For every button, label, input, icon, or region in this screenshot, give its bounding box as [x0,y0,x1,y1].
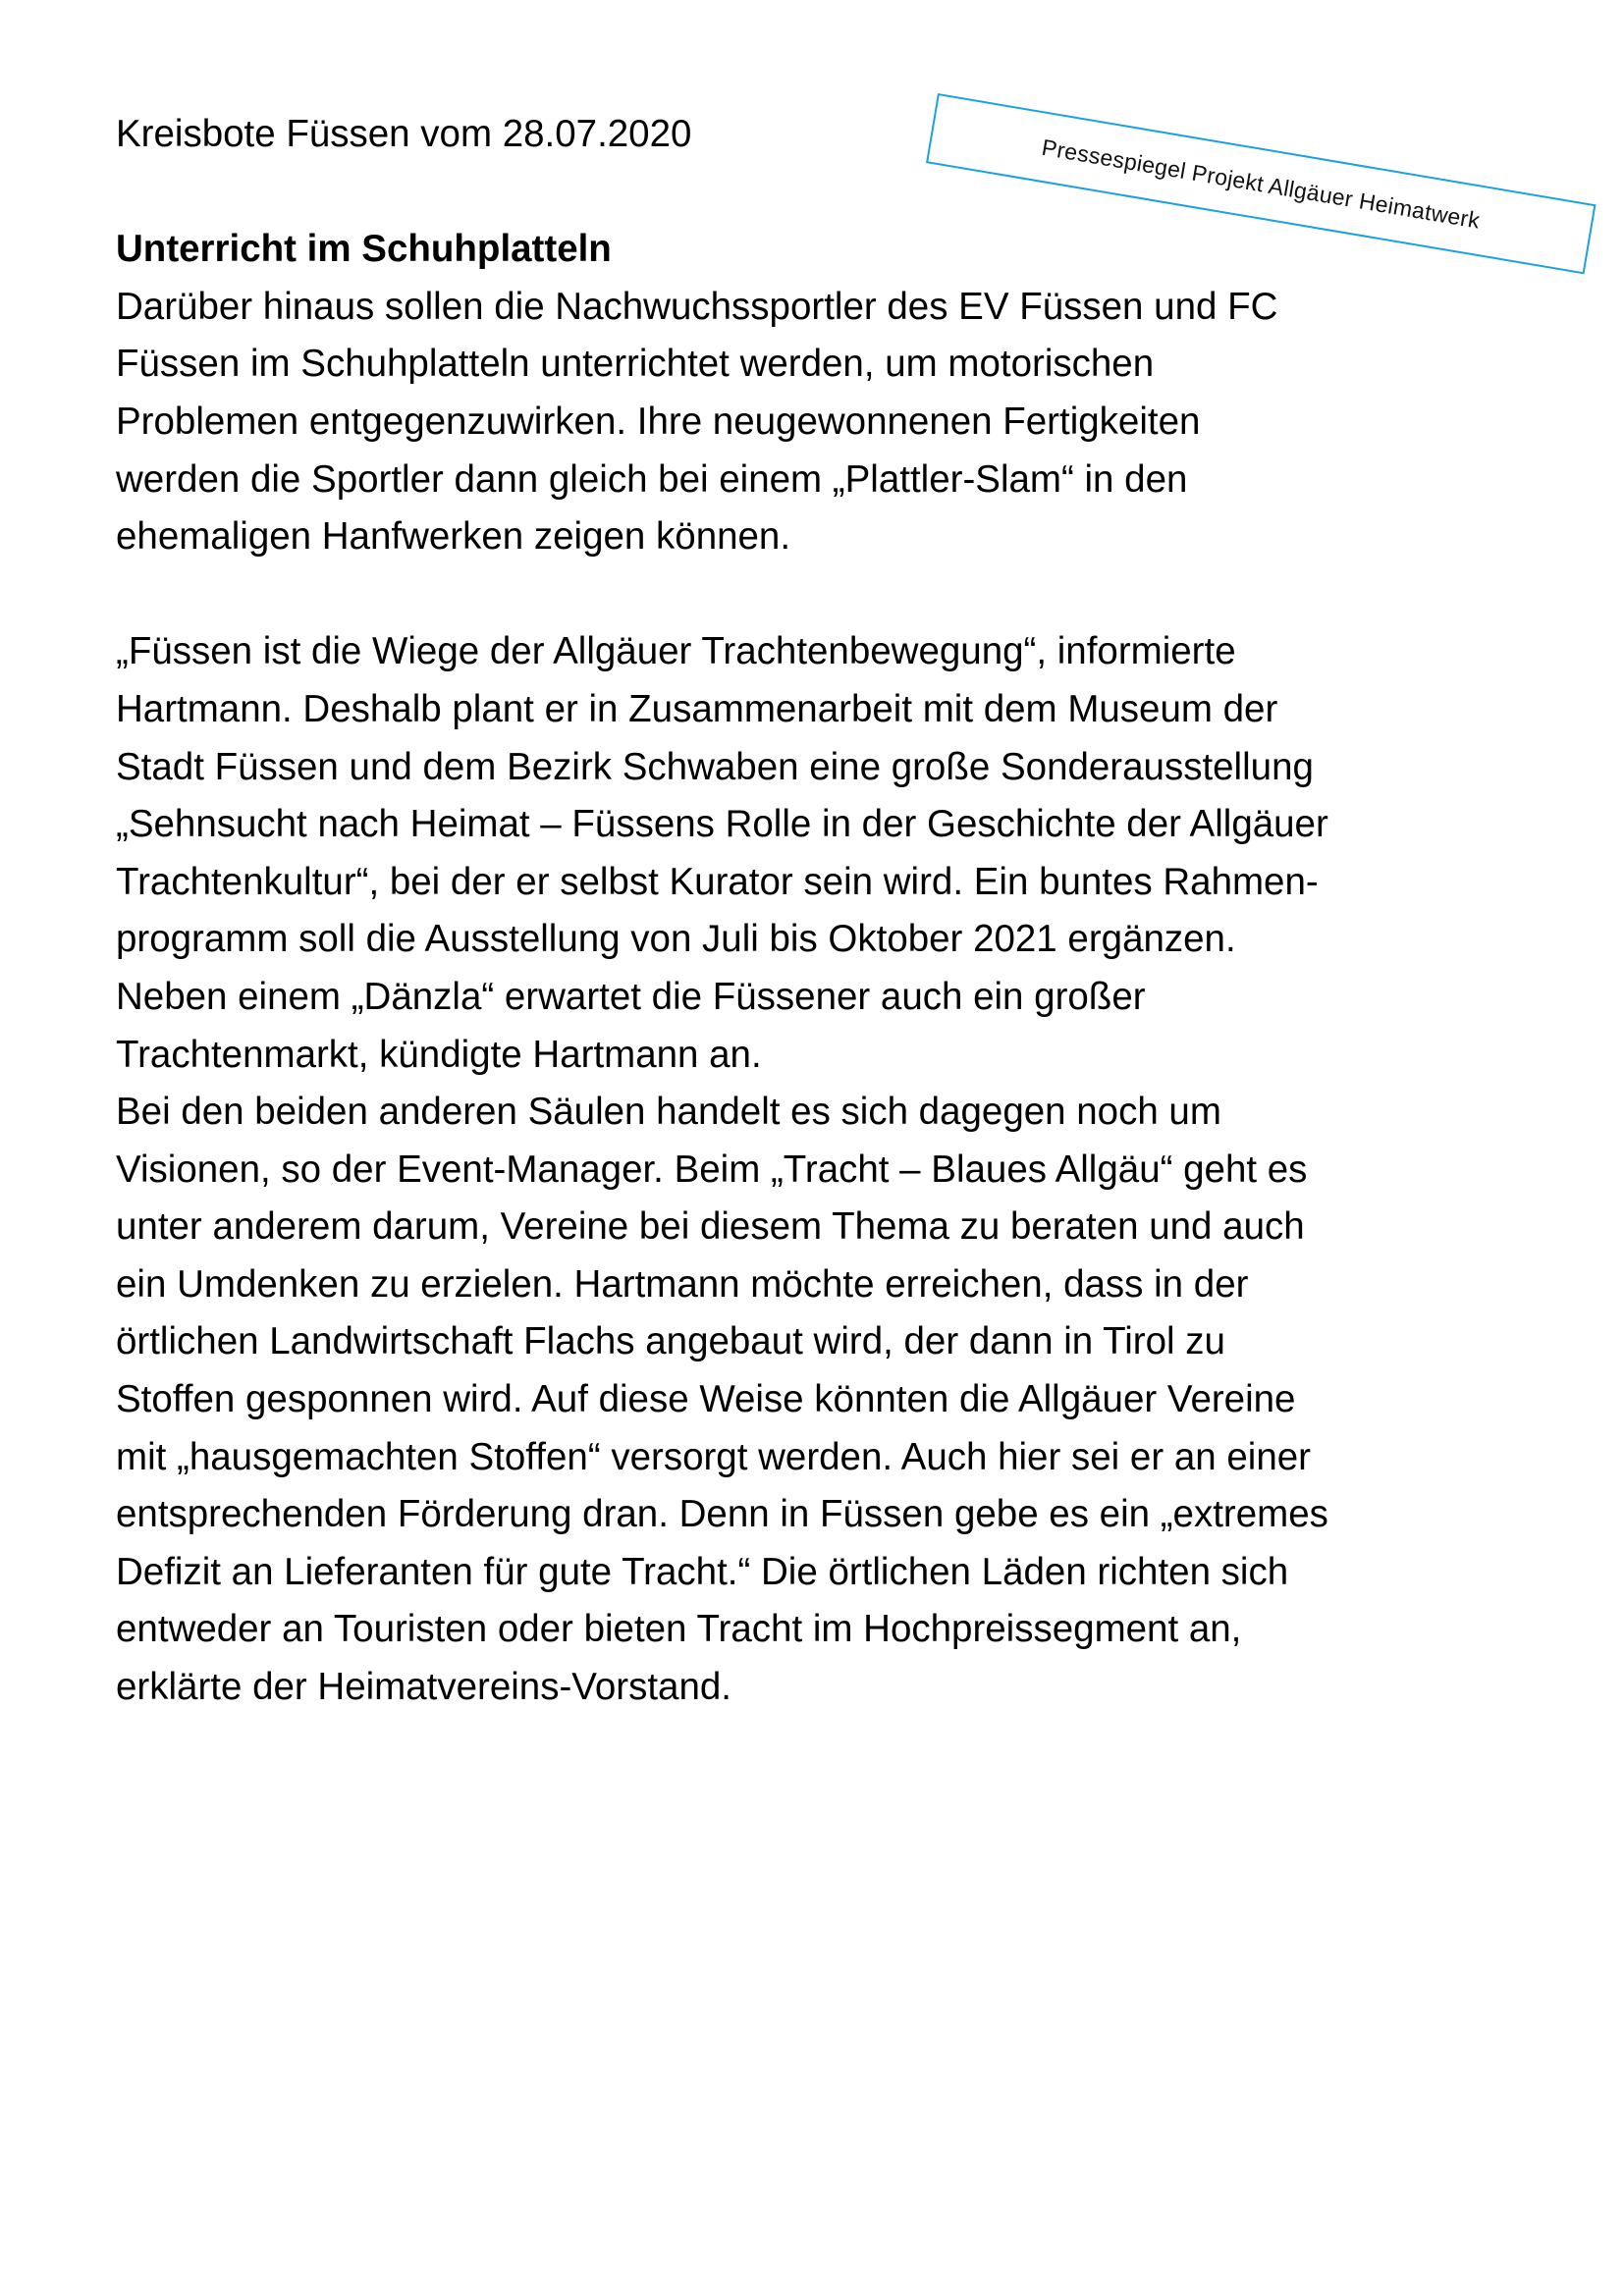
article-source: Kreisbote Füssen vom 28.07.2020 [116,113,692,155]
text-line: örtlichen Landwirtschaft Flachs angebaut wird, der dann in Tirol zu [116,1320,1225,1363]
text-line: Stadt Füssen und dem Bezirk Schwaben eine große Sonderausstellung [116,745,1314,788]
spacer [116,566,1549,624]
stamp-text: Pressespiegel Projekt Allgäuer Heimatwerk [1040,133,1483,234]
paragraph-2 [116,623,1549,1084]
text-line: erklärte der Heimatvereins-Vorstand. [116,1666,731,1709]
text-line: Visionen, so der Event-Manager. Beim „Tracht – Blaues Allgäu“ geht es [116,1148,1308,1191]
text-line: Stoffen gesponnen wird. Auf diese Weise könnten die Allgäuer Vereine [116,1378,1296,1421]
text-line: entsprechenden Förderung dran. Denn in Füssen gebe es ein „extremes [116,1493,1328,1536]
text-line: Bei den beiden anderen Säulen handelt es sich dagegen noch um [116,1091,1221,1134]
text-line: unter anderem darum, Vereine bei diesem Thema zu beraten und auch [116,1205,1305,1249]
text-line: Defizit an Lieferanten für gute Tracht.“ Die örtlichen Läden richten sich [116,1550,1289,1593]
text-line: ehemaligen Hanfwerken zeigen können. [116,515,791,559]
text-line: Problemen entgegenzuwirken. Ihre neugewonnenen Fertigkeiten [116,400,1201,443]
text-line: Trachtenmarkt, kündigte Hartmann an. [116,1033,762,1076]
text-line: ein Umdenken zu erzielen. Hartmann möchte erreichen, dass in der [116,1262,1249,1306]
text-line: „Sehnsucht nach Heimat – Füssens Rolle in der Geschichte der Allgäuer [116,803,1328,846]
paragraph-1 [116,279,1549,566]
text-line: programm soll die Ausstellung von Juli bis Oktober 2021 ergänzen. [116,918,1236,961]
text-line: Hartmann. Deshalb plant er in Zusammenarbeit mit dem Museum der [116,687,1278,730]
text-line: mit „hausgemachten Stoffen“ versorgt werden. Auch hier sei er an einer [116,1435,1311,1478]
text-line: entweder an Touristen oder bieten Tracht im Hochpreissegment an, [116,1608,1242,1651]
article-headline: Unterricht im Schuhplatteln [116,228,612,271]
text-line: „Füssen ist die Wiege der Allgäuer Trachtenbewegung“, informierte [116,630,1236,673]
text-line: Darüber hinaus sollen die Nachwuchssportler des EV Füssen und FC [116,285,1278,328]
spacer [116,164,1549,222]
text-line: werden die Sportler dann gleich bei einem „Plattler-Slam“ in den [116,457,1188,501]
paragraph-3 [116,1084,1549,1717]
text-line: Füssen im Schuhplatteln unterrichtet werden, um motorischen [116,343,1155,386]
article [116,106,1549,1717]
text-line: Neben einem „Dänzla“ erwartet die Füssener auch ein großer [116,975,1146,1018]
text-line: Trachtenkultur“, bei der er selbst Kurator sein wird. Ein buntes Rahmen- [116,860,1319,903]
